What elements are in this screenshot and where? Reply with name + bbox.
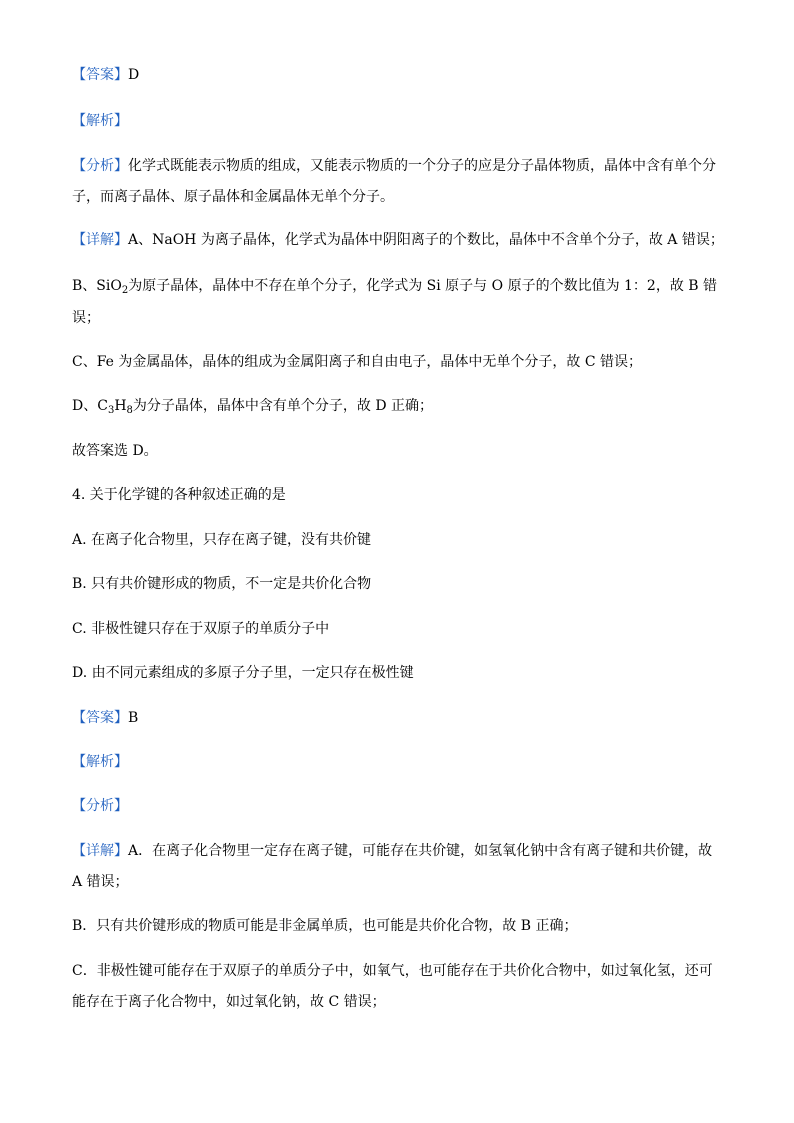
q3-xiangjie-d bbox=[72, 396, 433, 421]
q4-xiangjie-c: C．非极性键可能存在于双原子的单质分子中，如氧气，也可能存在于共价化合物中，如过氧化氢，还可 bbox=[72, 963, 713, 979]
q3-fenxi-line1 bbox=[72, 156, 716, 176]
q3-analysis-tag bbox=[72, 111, 128, 131]
xiangjie-a-text: A、NaOH 为离子晶体，化学式为晶体中阴阳离子的个数比，晶体中不含单个分子，故 A 错误； bbox=[128, 232, 724, 248]
d-subscript-1: 3 bbox=[107, 405, 115, 416]
d-text: 为分子晶体，晶体中含有单个分子，故 D 正确； bbox=[132, 398, 434, 414]
q4-fenxi-tag bbox=[72, 796, 128, 816]
xiangjie-a-text: A．在离子化合物里一定存在离子键，可能存在共价键，如氢氧化钠中含有离子键和共价键，故 bbox=[128, 843, 713, 859]
q3-xiangjie-b bbox=[72, 276, 717, 301]
q4-option-a: A. 在离子化合物里，只存在离子键，没有共价键 bbox=[72, 532, 372, 548]
q4-xiangjie-c-cont: 能存在于离子化合物中，如过氧化钠，故 C 错误； bbox=[72, 994, 386, 1010]
q4-xiangjie-b: B．只有共价键形成的物质可能是非金属单质，也可能是共价化合物，故 B 正确； bbox=[72, 918, 578, 934]
q4-xiangjie-a-cont: A 错误； bbox=[72, 874, 129, 890]
d-subscript-2: 8 bbox=[126, 405, 133, 416]
q3-xiangjie-b-cont: 误； bbox=[72, 310, 100, 326]
q3-fenxi-line2: 子，而离子晶体、原子晶体和金属晶体无单个分子。 bbox=[72, 189, 394, 205]
q4-stem: 4. 关于化学键的各种叙述正确的是 bbox=[72, 487, 286, 503]
q4-option-b: B. 只有共价键形成的物质，不一定是共价化合物 bbox=[72, 576, 372, 592]
q4-option-c: C. 非极性键只存在于双原子的单质分子中 bbox=[72, 621, 330, 637]
xiangjie-tag: 【详解】 bbox=[72, 232, 128, 248]
b-prefix: B、SiO bbox=[72, 278, 122, 294]
fenxi-text: 化学式既能表示物质的组成，又能表示物质的一个分子的应是分子晶体物质，晶体中含有单个分 bbox=[128, 158, 716, 174]
answer-value: D bbox=[128, 67, 140, 83]
d-mid: H bbox=[114, 398, 127, 414]
q3-conclusion: 故答案选 D。 bbox=[72, 443, 158, 459]
fenxi-tag: 【分析】 bbox=[72, 158, 128, 174]
d-prefix: D、C bbox=[72, 398, 108, 414]
q3-xiangjie-c: C、Fe 为金属晶体，晶体的组成为金属阳离子和自由电子，晶体中无单个分子，故 C 错误； bbox=[72, 354, 643, 370]
answer-value: B bbox=[128, 710, 139, 726]
q4-xiangjie-a bbox=[72, 841, 712, 861]
xiangjie-tag: 【详解】 bbox=[72, 843, 128, 859]
answer-tag: 【答案】 bbox=[72, 67, 128, 83]
analysis-tag: 【解析】 bbox=[72, 113, 128, 129]
q4-answer-line bbox=[72, 708, 138, 728]
answer-tag: 【答案】 bbox=[72, 710, 128, 726]
q3-answer-line bbox=[72, 65, 139, 85]
q4-analysis-tag bbox=[72, 752, 128, 772]
b-text: 为原子晶体，晶体中不存在单个分子，化学式为 Si 原子与 O 原子的个数比值为 1：2，故 B 错 bbox=[128, 278, 718, 294]
fenxi-tag: 【分析】 bbox=[72, 798, 128, 814]
q4-option-d: D. 由不同元素组成的多原子分子里，一定只存在极性键 bbox=[72, 665, 414, 681]
q3-xiangjie-a bbox=[72, 230, 724, 250]
b-subscript: 2 bbox=[121, 285, 129, 296]
analysis-tag: 【解析】 bbox=[72, 754, 128, 770]
